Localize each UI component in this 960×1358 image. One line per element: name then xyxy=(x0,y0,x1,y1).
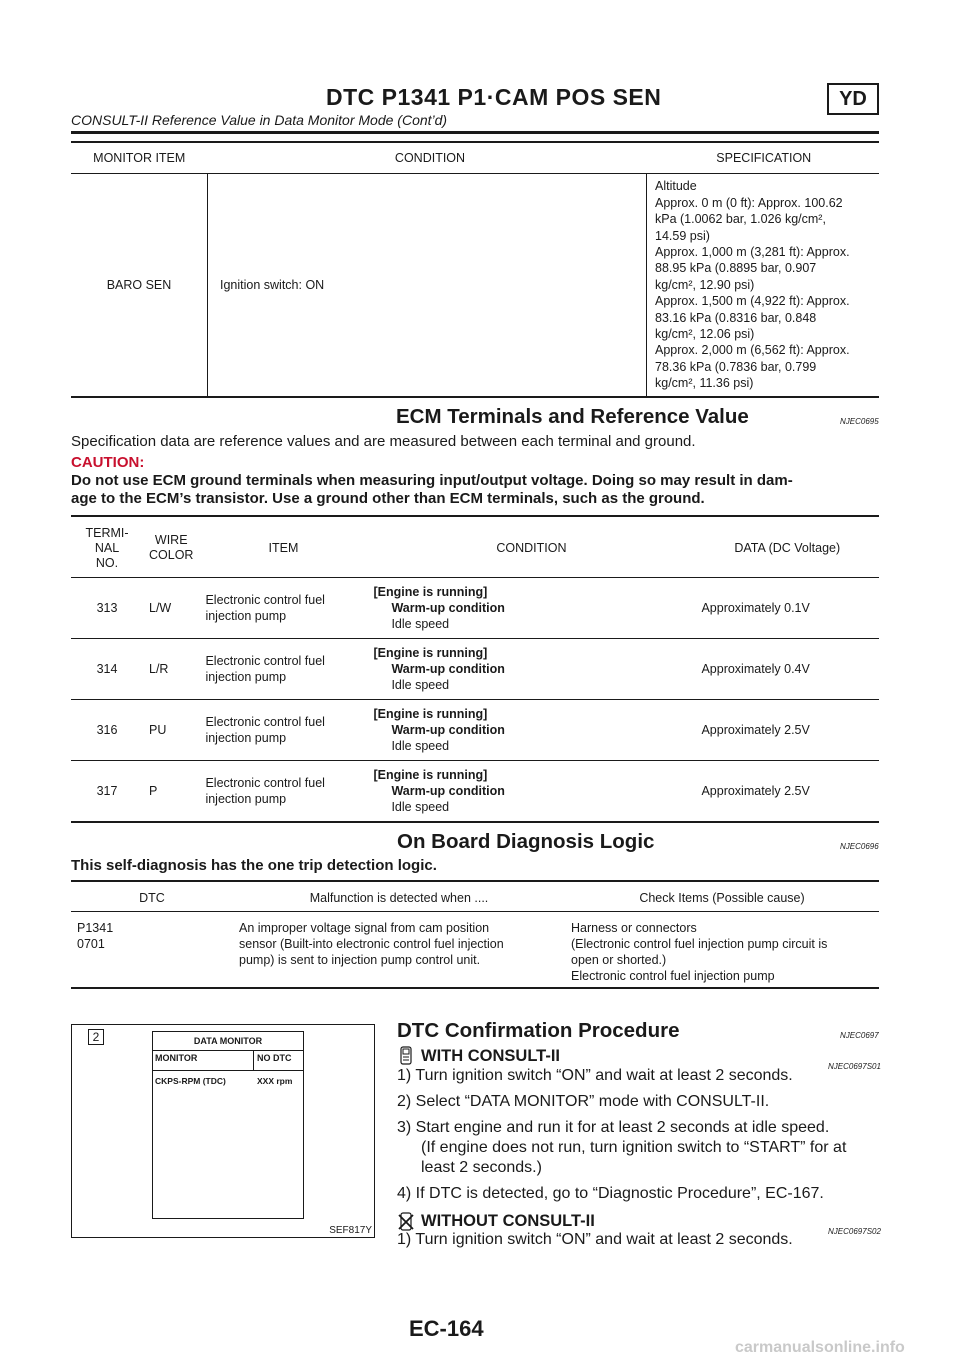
condition-cell xyxy=(367,578,695,639)
step-1: 1) Turn ignition switch “ON” and wait at least 2 seconds. xyxy=(397,1067,793,1084)
check-line: (Electronic control fuel injection pump circuit is xyxy=(571,937,828,951)
without-consult-label: WITHOUT CONSULT-II xyxy=(421,1212,595,1230)
caution-label: CAUTION: xyxy=(71,454,145,471)
spec-line: 83.16 kPa (0.8316 bar, 0.848 xyxy=(655,310,817,325)
consult-ii-icon xyxy=(398,1046,414,1066)
malfunction-line: pump) is sent to injection pump control unit. xyxy=(239,953,481,967)
obd-table-top-rule xyxy=(71,880,879,882)
col-malfunction: Malfunction is detected when .... xyxy=(233,884,565,912)
table-top-rule xyxy=(71,141,879,143)
condition-line: [Engine is running] xyxy=(373,646,488,660)
step-4: 4) If DTC is detected, go to “Diagnostic Procedure”, EC-167. xyxy=(397,1185,824,1202)
dtc-confirm-code: NJEC0697 xyxy=(840,1031,879,1040)
condition-line: [Engine is running] xyxy=(373,768,488,782)
item-line: Electronic control fuel xyxy=(205,715,325,729)
table-row xyxy=(71,578,879,639)
data-monitor-figure xyxy=(71,1024,375,1238)
condition-line: Warm-up condition xyxy=(391,662,505,676)
table-row xyxy=(71,700,879,761)
item-cell xyxy=(199,639,367,700)
condition-cell xyxy=(367,639,695,700)
monitor-table xyxy=(71,143,879,396)
table-header-row xyxy=(71,143,879,174)
condition-cell: Ignition switch: ON xyxy=(208,174,647,397)
spec-line: Approx. 0 m (0 ft): Approx. 100.62 xyxy=(655,195,843,210)
header-rule xyxy=(71,131,879,134)
spec-line: kg/cm², 12.06 psi) xyxy=(655,327,755,342)
with-consult-label: WITH CONSULT-II xyxy=(421,1047,561,1065)
no-consult-icon xyxy=(398,1212,414,1232)
without-step-1: 1) Turn ignition switch “ON” and wait at least 2 seconds. xyxy=(397,1231,793,1248)
header-line: NO. xyxy=(95,555,119,570)
malfunction-line: An improper voltage signal from cam position xyxy=(239,921,490,935)
spec-line: Approx. 1,000 m (3,281 ft): Approx. xyxy=(655,244,850,259)
data-monitor-screen xyxy=(152,1031,304,1219)
item-line: injection pump xyxy=(205,609,287,623)
terminal-cell: 317 xyxy=(96,784,118,798)
condition-line: Idle speed xyxy=(391,678,450,692)
table-row xyxy=(71,639,879,700)
table-row xyxy=(71,912,879,999)
ecm-intro: Specification data are reference values and are measured between each terminal and ground. xyxy=(71,433,696,450)
page-title: DTC P1341 P1·CAM POS SEN xyxy=(326,84,662,110)
dtc-confirm-title: DTC Confirmation Procedure xyxy=(397,1019,680,1042)
ecm-table-bottom-rule xyxy=(71,821,879,823)
dtc-line: P1341 xyxy=(77,921,114,935)
screen-col-status: NO DTC xyxy=(257,1053,292,1063)
col-item: ITEM xyxy=(199,519,367,578)
step-2: 2) Select “DATA MONITOR” mode with CONSULT-II. xyxy=(397,1093,770,1110)
with-consult-code: NJEC0697S01 xyxy=(828,1062,881,1071)
spec-line: kg/cm², 11.36 psi) xyxy=(655,376,754,391)
obd-table-bottom-rule xyxy=(71,987,879,989)
ecm-section-title: ECM Terminals and Reference Value xyxy=(396,405,749,428)
col-condition: CONDITION xyxy=(208,143,647,174)
col-dtc: DTC xyxy=(71,884,233,912)
spec-line: Altitude xyxy=(655,179,697,194)
obd-section-title: On Board Diagnosis Logic xyxy=(397,830,655,853)
condition-line: Warm-up condition xyxy=(391,723,505,737)
wire-cell: L/W xyxy=(143,578,199,639)
item-line: Electronic control fuel xyxy=(205,654,325,668)
col-specification: SPECIFICATION xyxy=(647,143,880,174)
step-3-note: (If engine does not run, turn ignition switch to “START” for at xyxy=(421,1139,847,1156)
terminal-cell: 313 xyxy=(71,578,143,639)
col-terminal xyxy=(71,519,143,578)
figure-caption: SEF817Y xyxy=(329,1225,372,1236)
check-line: Harness or connectors xyxy=(571,921,697,935)
item-cell xyxy=(199,700,367,761)
check-line: open or shorted.) xyxy=(571,953,667,967)
condition-line: Warm-up condition xyxy=(391,601,505,615)
condition-line: Idle speed xyxy=(391,617,450,631)
data-cell: Approximately 2.5V xyxy=(701,784,810,798)
item-line: injection pump xyxy=(205,731,287,745)
col-monitor-item: MONITOR ITEM xyxy=(71,143,208,174)
caution-line: Do not use ECM ground terminals when measuring input/output voltage. Doing so may result in dam- xyxy=(71,472,793,489)
spec-line: kg/cm², 12.90 psi) xyxy=(655,277,755,292)
wire-cell: PU xyxy=(143,700,199,761)
screen-col-monitor: MONITOR xyxy=(155,1053,198,1063)
engine-badge: YD xyxy=(827,83,879,115)
header-line: WIRE xyxy=(154,533,188,547)
screen-row-value: XXX rpm xyxy=(257,1076,293,1086)
col-data: DATA (DC Voltage) xyxy=(695,519,879,578)
item-line: injection pump xyxy=(205,792,287,806)
obd-section-code: NJEC0696 xyxy=(840,842,879,851)
specification-cell xyxy=(647,174,880,397)
condition-line: Idle speed xyxy=(391,739,450,753)
screen-row-label: CKPS-RPM (TDC) xyxy=(155,1076,226,1086)
step-3-note-cont: least 2 seconds.) xyxy=(421,1159,542,1176)
malfunction-cell xyxy=(233,912,565,999)
col-check-items: Check Items (Possible cause) xyxy=(565,884,879,912)
page-subtitle: CONSULT-II Reference Value in Data Monitor Mode (Cont’d) xyxy=(71,112,448,128)
data-cell: Approximately 0.1V xyxy=(695,578,879,639)
header-line: TERMI- xyxy=(85,525,129,540)
condition-cell xyxy=(367,761,695,822)
ecm-section-code: NJEC0695 xyxy=(840,417,879,426)
check-items-cell xyxy=(565,912,879,999)
spec-line: 88.95 kPa (0.8895 bar, 0.907 xyxy=(655,261,817,276)
table-row xyxy=(71,174,879,397)
caution-text xyxy=(71,472,881,508)
watermark: carmanualsonline.info xyxy=(735,1339,905,1356)
screen-title: DATA MONITOR xyxy=(153,1032,303,1051)
spec-line: kPa (1.0062 bar, 1.026 kg/cm², xyxy=(655,212,826,227)
obd-intro: This self-diagnosis has the one trip detection logic. xyxy=(71,857,437,874)
item-cell xyxy=(199,761,367,822)
caution-line: age to the ECM’s transistor. Use a ground other than ECM terminals, such as the ground. xyxy=(71,490,705,507)
spec-line: 14.59 psi) xyxy=(655,228,710,243)
obd-logic-table xyxy=(71,884,879,998)
condition-line: [Engine is running] xyxy=(373,585,488,599)
spec-line: Approx. 2,000 m (6,562 ft): Approx. xyxy=(655,343,850,358)
col-condition: CONDITION xyxy=(367,519,695,578)
data-cell: Approximately 0.4V xyxy=(695,639,879,700)
col-wire-color xyxy=(143,519,199,578)
condition-line: Idle speed xyxy=(391,800,450,814)
monitor-item-cell: BARO SEN xyxy=(71,174,208,397)
condition-line: Warm-up condition xyxy=(391,784,505,798)
wire-cell: L/R xyxy=(143,639,199,700)
condition-line: [Engine is running] xyxy=(373,707,488,721)
spec-line: 78.36 kPa (0.7836 bar, 0.799 xyxy=(655,359,817,374)
step-3: 3) Start engine and run it for at least 2 seconds at idle speed. xyxy=(397,1119,830,1136)
data-cell: Approximately 2.5V xyxy=(695,700,879,761)
terminal-cell: 316 xyxy=(71,700,143,761)
table-bottom-rule xyxy=(71,396,879,398)
terminal-cell: 314 xyxy=(71,639,143,700)
item-line: Electronic control fuel xyxy=(205,776,325,790)
wire-cell: P xyxy=(149,784,158,798)
screen-rule xyxy=(153,1070,303,1071)
ecm-table-top-rule xyxy=(71,515,879,517)
screen-divider xyxy=(253,1050,254,1070)
header-line: COLOR xyxy=(149,548,194,562)
spec-line: Approx. 1,500 m (4,922 ft): Approx. xyxy=(655,294,850,309)
condition-cell xyxy=(367,700,695,761)
check-line: Electronic control fuel injection pump xyxy=(571,969,775,983)
table-header-row xyxy=(71,884,879,912)
table-header-row xyxy=(71,519,879,578)
item-line: injection pump xyxy=(205,670,287,684)
page-number: EC-164 xyxy=(409,1316,484,1341)
item-line: Electronic control fuel xyxy=(205,593,325,607)
figure-number: 2 xyxy=(88,1029,104,1045)
ecm-terminal-table xyxy=(71,519,879,821)
without-consult-code: NJEC0697S02 xyxy=(828,1227,881,1236)
header-line: NAL xyxy=(94,540,120,555)
item-cell xyxy=(199,578,367,639)
table-row xyxy=(71,761,879,822)
malfunction-line: sensor (Built-into electronic control fuel injection xyxy=(239,937,504,951)
dtc-cell xyxy=(71,912,233,999)
dtc-line: 0701 xyxy=(77,937,105,951)
